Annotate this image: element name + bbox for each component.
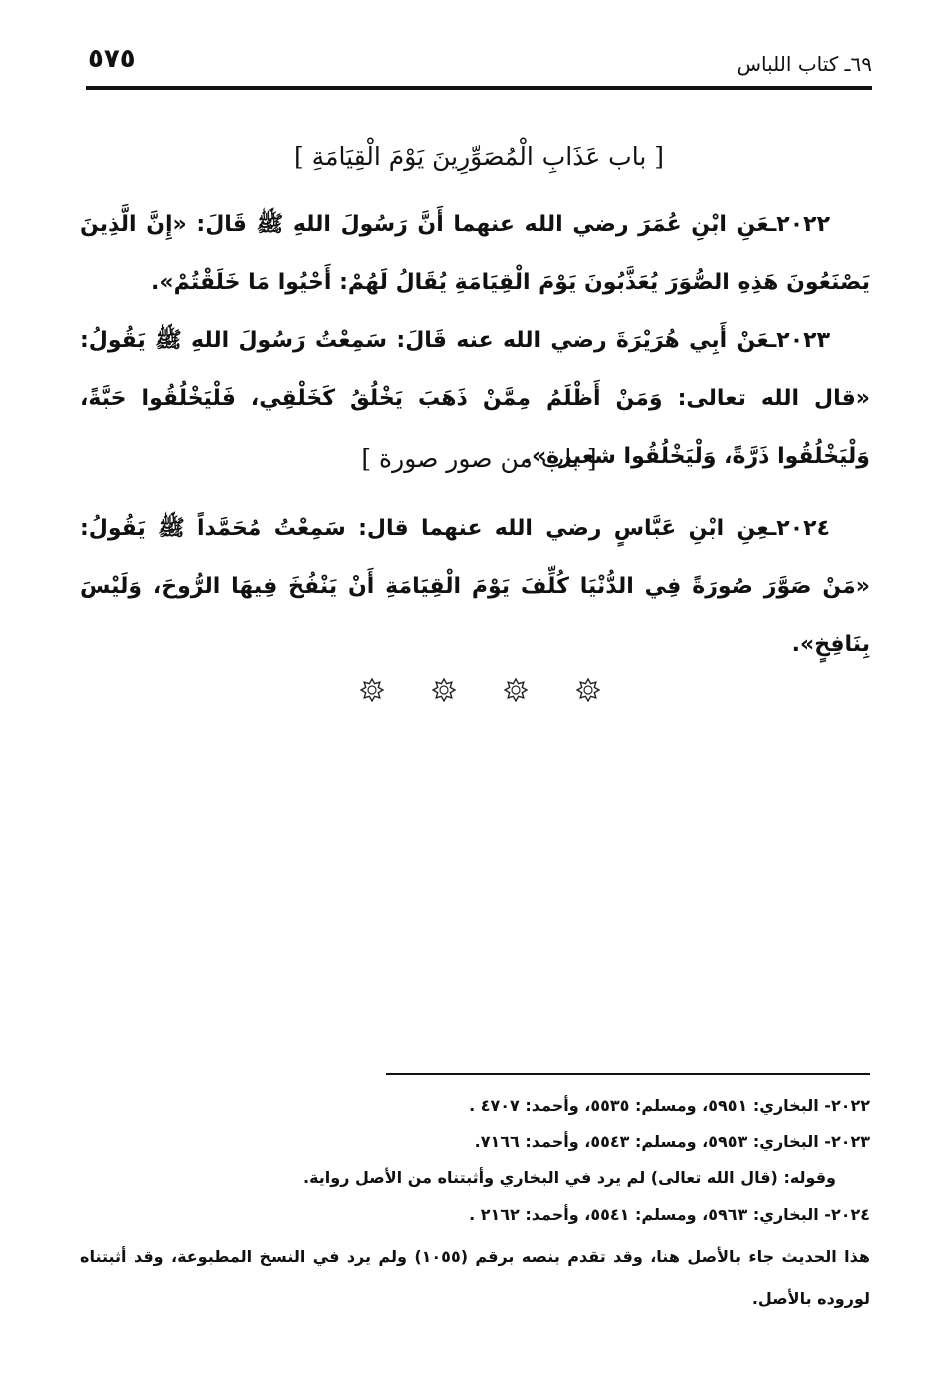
footnote-2023: ٢٠٢٣- البخاري: ٥٩٥٣، ومسلم: ٥٥٤٣، وأحمد: ٧١٦٦. — [474, 1132, 870, 1151]
star-ornament-icon — [576, 678, 600, 702]
page-number: ٥٧٥ — [88, 44, 136, 74]
hadith-number: ٢٠٢٤ـ — [768, 516, 830, 541]
footnote-2022: ٢٠٢٢- البخاري: ٥٩٥١، ومسلم: ٥٥٣٥، وأحمد: ٤٧٠٧ . — [469, 1096, 870, 1115]
star-ornament-icon — [504, 678, 528, 702]
hadith-text: عِنِ ابْنِ عَبَّاسٍ رضي الله عنهما قال: سَمِعْتُ مُحَمَّداً ﷺ يَقُولُ: «مَنْ صَوَّرَ صُورَةً فِي الدُّنْيَا كُلِّفَ يَوْمَ الْقِيَامَةِ أَنْ يَنْفُخَ فِيهَا الرُّوحَ، وَلَيْسَ بِنَافِخٍ». — [80, 516, 870, 657]
hadith-2022 — [80, 196, 870, 312]
star-ornament-icon — [432, 678, 456, 702]
footnote-2024-note: هذا الحديث جاء بالأصل هنا، وقد تقدم بنصه برقم (١٠٥٥) ولم يرد في النسخ المطبوعة، وقد أثبتناه لوروده بالأصل. — [80, 1247, 870, 1308]
section-end-ornaments — [360, 678, 600, 702]
hadith-2024 — [80, 500, 870, 674]
hadith-number: ٢٠٢٢ـ — [768, 212, 830, 237]
footnote-2023-note: وقوله: (قال الله تعالى) لم يرد في البخاري وأثبتناه من الأصل رواية. — [303, 1168, 836, 1187]
hadith-number: ٢٠٢٣ـ — [768, 328, 830, 353]
star-ornament-icon — [360, 678, 384, 702]
footnote-rule — [386, 1073, 870, 1075]
running-head: ٦٩ـ كتاب اللباس — [736, 52, 872, 76]
hadith-text: عَنْ أَبِي هُرَيْرَةَ رضي الله عنه قَالَ: سَمِعْتُ رَسُولَ اللهِ ﷺ يَقُولُ: «قال الله تعالى: وَمَنْ أَظْلَمُ مِمَّنْ ذَهَبَ يَخْلُقُ كَخَلْقِي، فَلْيَخْلُقُوا حَبَّةً، وَلْيَخْلُقُوا ذَرَّةً، وَلْيَخْلُقُوا شعيرة». — [80, 328, 870, 469]
chapter-title-making-images: [ باب من صور صورة ] — [361, 444, 597, 473]
chapter-title-punishment-of-image-makers: [ باب عَذَابِ الْمُصَوِّرِينَ يَوْمَ الْقِيَامَةِ ] — [293, 142, 664, 171]
hadith-text: عَنِ ابْنِ عُمَرَ رضي الله عنهما أَنَّ رَسُولَ اللهِ ﷺ قَالَ: «إِنَّ الَّذِينَ يَصْنَعُونَ هَذِهِ الصُّوَرَ يُعَذَّبُونَ يَوْمَ الْقِيَامَةِ يُقَالُ لَهُمْ: أَحْيُوا مَا خَلَقْتُمْ». — [80, 212, 870, 295]
header-rule — [86, 86, 872, 90]
footnote-2024: ٢٠٢٤- البخاري: ٥٩٦٣، ومسلم: ٥٥٤١، وأحمد: ٢١٦٢ . — [469, 1205, 870, 1224]
